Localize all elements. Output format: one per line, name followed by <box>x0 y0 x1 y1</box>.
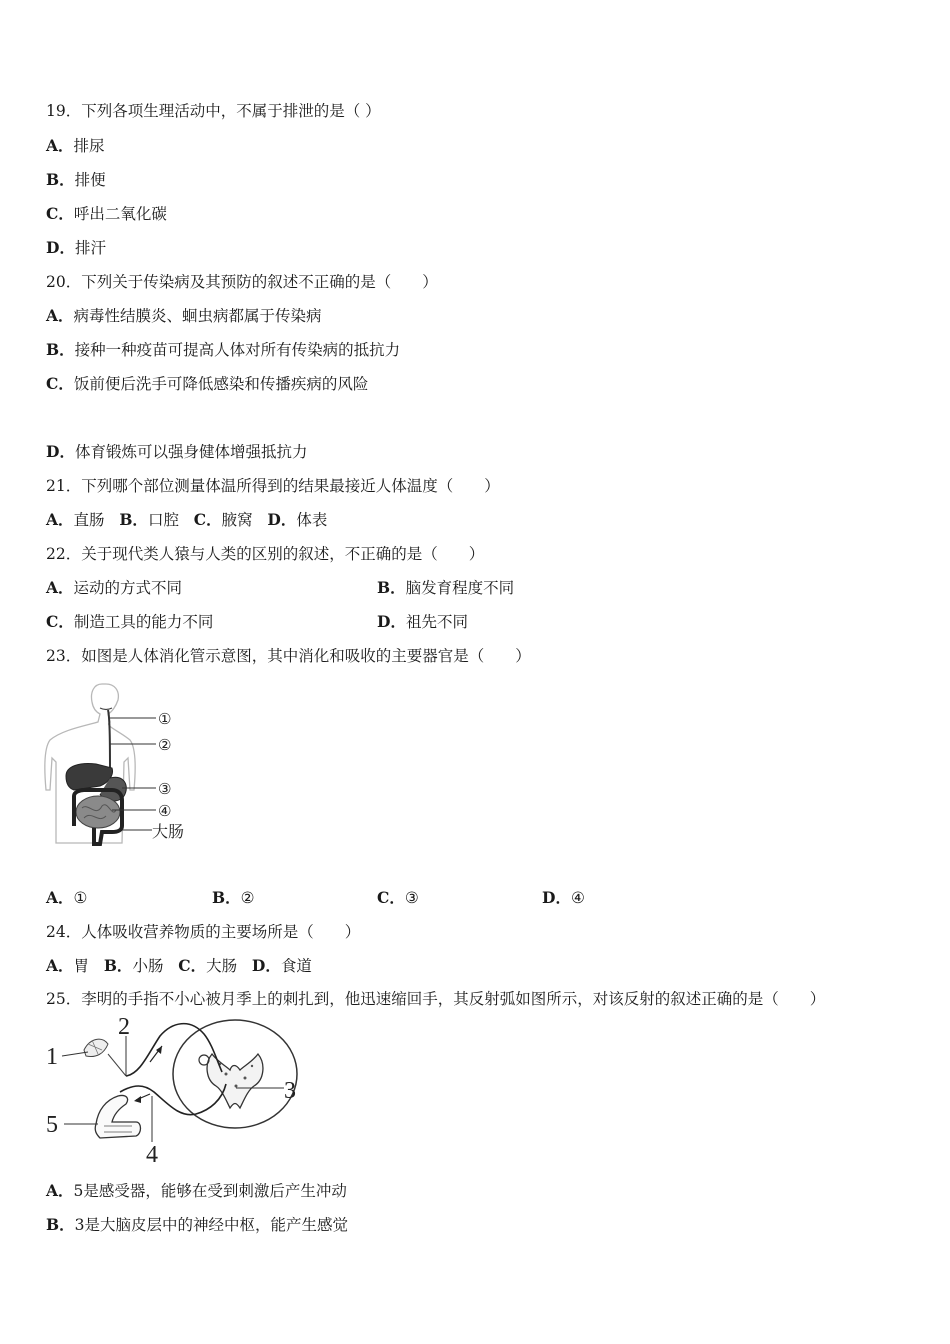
q19-option-d: D．排汗 <box>46 238 106 257</box>
q24-options: A．胃 B．小肠 C．大肠 D．食道 <box>46 956 312 975</box>
q22-option-d: D．祖先不同 <box>377 612 468 631</box>
fig25-label-5: 5 <box>46 1112 58 1138</box>
fig23-label-large-intestine: 大肠 <box>152 822 185 841</box>
fig25-label-2: 2 <box>118 1014 130 1040</box>
q22-option-c: C．制造工具的能力不同 <box>46 612 214 631</box>
fig23-label-1: ① <box>158 710 172 728</box>
q19-option-c: C．呼出二氧化碳 <box>46 204 167 223</box>
q21-options: A．直肠 B．口腔 C．腋窝 D．体表 <box>46 510 328 529</box>
q25-option-a: A．5是感受器，能够在受到刺激后产生冲动 <box>46 1181 347 1200</box>
q25-stem: 25．李明的手指不小心被月季上的刺扎到，他迅速缩回手，其反射弧如图所示，对该反射的叙述正确的是（ ） <box>46 990 826 1008</box>
q23-option-a: A．① <box>46 888 88 907</box>
q25-option-b: B．3是大脑皮层中的神经中枢，能产生感觉 <box>46 1215 348 1234</box>
q19-stem: 19．下列各项生理活动中，不属于排泄的是（ ） <box>46 102 381 120</box>
fig23-label-2: ② <box>158 736 172 754</box>
fig23-label-3: ③ <box>158 780 172 798</box>
q23-option-b: B．② <box>212 888 255 907</box>
fig25-label-1: 1 <box>46 1044 58 1070</box>
fig25-label-3: 3 <box>284 1078 296 1104</box>
q23-option-c: C．③ <box>377 888 419 907</box>
q22-stem: 22．关于现代类人猿与人类的区别的叙述，不正确的是（ ） <box>46 545 485 563</box>
q23-stem: 23．如图是人体消化管示意图，其中消化和吸收的主要器官是（ ） <box>46 647 531 665</box>
digestive-tract-figure <box>40 678 200 848</box>
q20-option-d: D．体育锻炼可以强身健体增强抵抗力 <box>46 442 308 461</box>
q21-stem: 21．下列哪个部位测量体温所得到的结果最接近人体温度（ ） <box>46 477 500 495</box>
fig23-label-4: ④ <box>158 802 172 820</box>
q20-option-a: A．病毒性结膜炎、蛔虫病都属于传染病 <box>46 306 322 325</box>
q24-stem: 24．人体吸收营养物质的主要场所是（ ） <box>46 923 361 941</box>
q20-stem: 20．下列关于传染病及其预防的叙述不正确的是（ ） <box>46 273 438 291</box>
q19-option-a: A．排尿 <box>46 136 105 155</box>
fig25-label-4: 4 <box>146 1142 158 1166</box>
q20-option-b: B．接种一种疫苗可提高人体对所有传染病的抵抗力 <box>46 340 401 359</box>
q22-option-b: B．脑发育程度不同 <box>377 578 515 597</box>
q23-option-d: D．④ <box>542 888 585 907</box>
q22-option-a: A．运动的方式不同 <box>46 578 183 597</box>
reflex-arc-figure <box>40 1014 305 1166</box>
q19-option-b: B．排便 <box>46 170 106 189</box>
q20-option-c: C．饭前便后洗手可降低感染和传播疾病的风险 <box>46 374 369 393</box>
